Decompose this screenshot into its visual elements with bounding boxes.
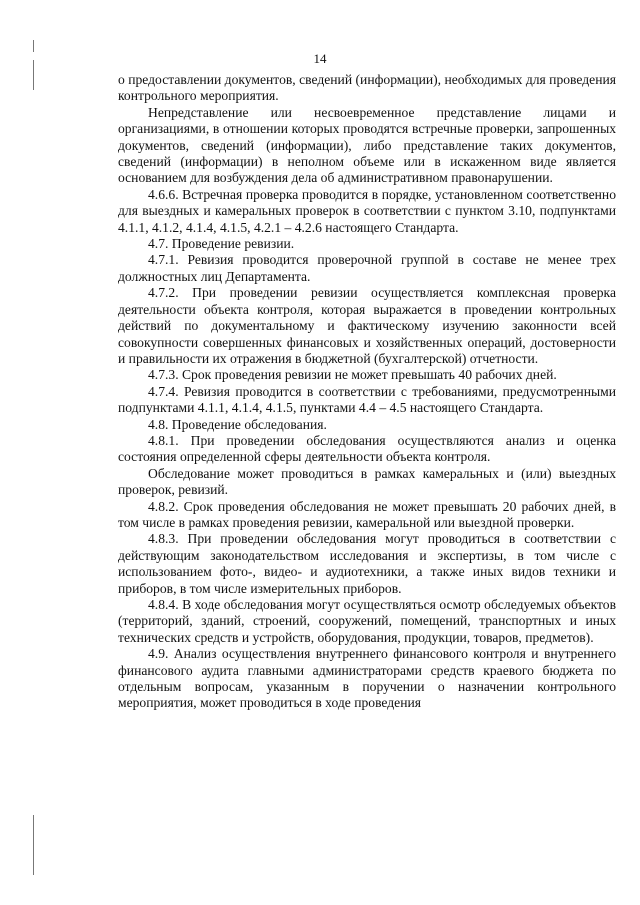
paragraph: 4.7.2. При проведении ревизии осуществляется комплексная проверка деятельности объекта контроля, которая выражается в проведении контрольных действий по документальному и фактическому изучению законности всей совокупности совершенных финансовых и хозяйственных операций, достоверности и правильности их отражения в бюджетной (бухгалтерской) отчетности.	[118, 285, 616, 366]
paragraph: о предоставлении документов, сведений (информации), необходимых для проведения контрольного мероприятия.	[118, 72, 616, 104]
paragraph: Обследование может проводиться в рамках камеральных и (или) выездных проверок, ревизий.	[118, 465, 616, 498]
document-body	[118, 72, 616, 712]
paragraph: 4.8.2. Срок проведения обследования не может превышать 20 рабочих дней, в том числе в рамках проведения ревизии, камеральной или выездной проверки.	[118, 498, 616, 530]
paragraph: 4.7.3. Срок проведения ревизии не может превышать 40 рабочих дней.	[148, 367, 557, 383]
paragraph: Непредставление или несвоевременное представление лицами и организациями, в отношении которых проводятся встречные проверки, запрошенных документов, сведений (информации), либо представление таких документов, сведений (информации) в неполном объеме или в искаженном виде является основанием для возбуждения дела об административном правонарушении.	[118, 104, 616, 186]
paragraph: 4.8.4. В ходе обследования могут осуществляться осмотр обследуемых объектов (территорий, зданий, строений, сооружений, помещений, транспортных и иных технических средств и устройств, оборудования, продукции, товаров, предметов).	[118, 597, 616, 645]
paragraph: 4.8.1. При проведении обследования осуществляются анализ и оценка состояния определенной сферы деятельности объекта контроля.	[118, 432, 616, 465]
paragraph: 4.8.3. При проведении обследования могут проводиться в соответствии с действующим законодательством исследования и экспертизы, в том числе с использованием фото-, видео- и аудиотехники, а также иных видов техники и приборов, в том числе измерительных приборов.	[118, 531, 616, 596]
paragraph: 4.7.1. Ревизия проводится проверочной группой в составе не менее трех должностных лиц Департамента.	[118, 252, 616, 284]
paragraph: 4.7. Проведение ревизии.	[148, 236, 295, 252]
paragraph: 4.8. Проведение обследования.	[148, 416, 327, 432]
paragraph: 4.6.6. Встречная проверка проводится в порядке, установленном соответственно для выездных и камеральных проверок в соответствии с пунктом 3.10, подпунктами 4.1.1, 4.1.2, 4.1.4, 4.1.5, 4.2.1 – 4.2.6 настоящего Стандарта.	[118, 186, 616, 235]
paragraph: 4.7.4. Ревизия проводится в соответствии с требованиями, предусмотренными подпунктами 4.1.1, 4.1.4, 4.1.5, пунктами 4.4 – 4.5 настоящего Стандарта.	[118, 383, 616, 416]
page-number: 14	[313, 51, 327, 66]
paragraph: 4.9. Анализ осуществления внутреннего финансового контроля и внутреннего финансового аудита главными администраторами средств краевого бюджета по отдельным вопросам, указанным в поручении о назначении контрольного мероприятия, может проводиться в ходе проведения	[118, 646, 616, 711]
margin-scan-line	[33, 815, 34, 875]
